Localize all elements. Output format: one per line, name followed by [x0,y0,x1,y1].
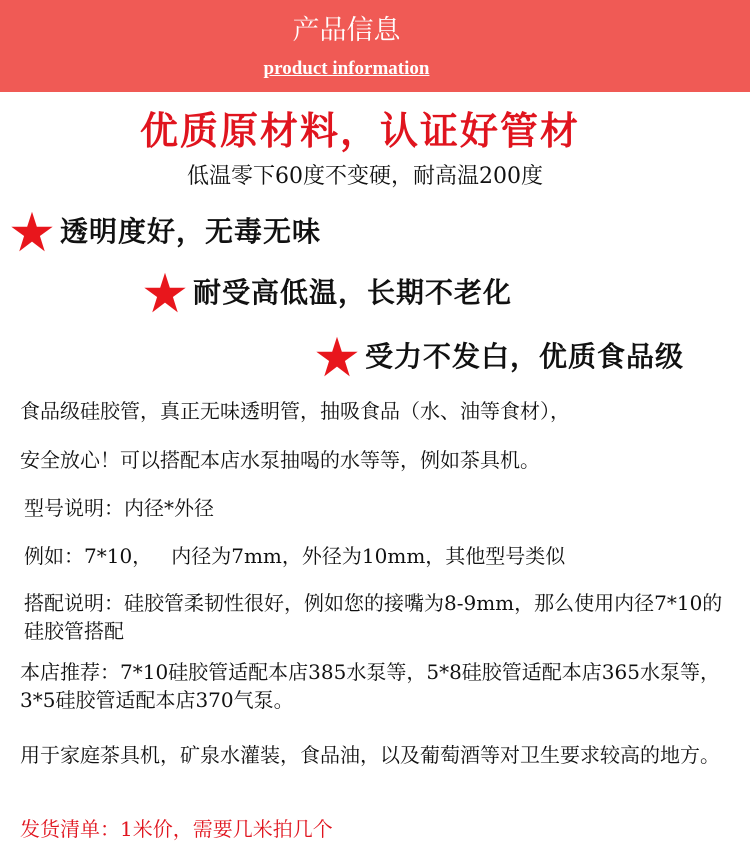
shipping-list: 发货清单：1米价，需要几米拍几个 [20,817,333,841]
header-banner [0,0,750,92]
feature-text: 耐受高低温，长期不老化 [193,276,513,309]
feature-text: 透明度好，无毒无味 [60,215,322,248]
section-subtitle: product information [263,58,430,79]
feature-item [315,335,684,379]
star-icon [143,271,187,315]
subheadline: 低温零下60度不变硬，耐高温200度 [187,164,543,189]
usage-note: 用于家庭茶具机，矿泉水灌装，食品油，以及葡萄酒等对卫生要求较高的地方。 [20,743,720,767]
description-line: 食品级硅胶管，真正无味透明管，抽吸食品（水、油等食材）， [20,399,570,423]
star-icon [10,210,54,254]
feature-item [10,210,321,254]
recommendation: 本店推荐：7*10硅胶管适配本店385水泵等，5*8硅胶管适配本店365水泵等，3*5硅胶管适配本店370气泵。 [20,660,720,712]
model-note: 型号说明：内径*外径 [24,496,214,520]
model-example: 例如：7*10， 内径为7mm，外径为10mm，其他型号类似 [24,544,566,568]
headline: 优质原材料，认证好管材 [139,108,580,153]
feature-text: 受力不发白，优质食品级 [365,340,685,373]
star-icon [315,335,359,379]
feature-item [143,271,512,315]
matching-note: 搭配说明：硅胶管柔韧性很好，例如您的接嘴为8-9mm，那么使用内径7*10的硅胶管搭配 [24,591,723,643]
section-title: 产品信息 [292,15,401,46]
description-line: 安全放心！可以搭配本店水泵抽喝的水等等，例如茶具机。 [20,448,540,472]
